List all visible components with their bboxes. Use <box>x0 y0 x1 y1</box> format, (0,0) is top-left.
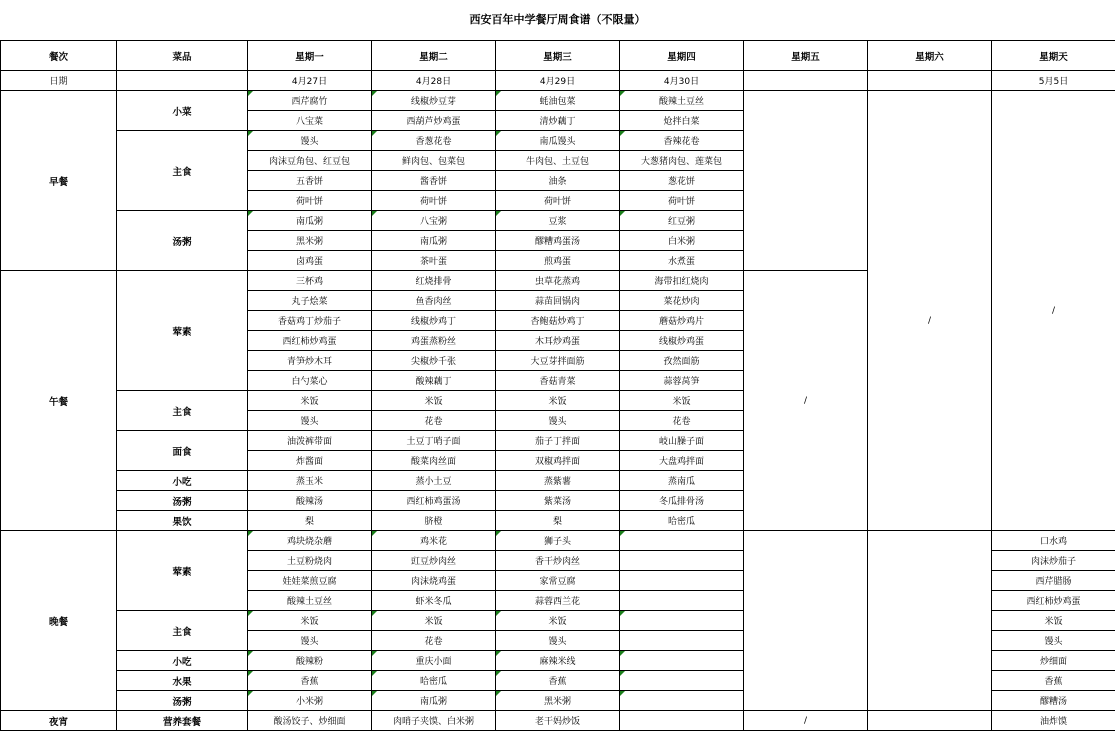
table-row <box>1 531 1115 551</box>
dish-cell: 梨 <box>496 511 620 531</box>
category-label: 荤素 <box>117 271 248 391</box>
dish-cell: 牛肉包、土豆包 <box>496 151 620 171</box>
dish-cell: 荷叶饼 <box>372 191 496 211</box>
night-dish: 肉哨子夹馍、白米粥 <box>372 711 496 731</box>
dish-cell: 虫草花蒸鸡 <box>496 271 620 291</box>
category-label: 小吃 <box>117 471 248 491</box>
dish-cell: 香辣花卷 <box>620 131 744 151</box>
dish-cell <box>620 611 744 631</box>
dish-cell: 南瓜粥 <box>372 691 496 711</box>
header-cell: 星期四 <box>620 41 744 71</box>
header-cell: 星期二 <box>372 41 496 71</box>
dish-cell: 木耳炒鸡蛋 <box>496 331 620 351</box>
category-label: 汤粥 <box>117 211 248 271</box>
dish-cell: 岐山臊子面 <box>620 431 744 451</box>
dish-cell <box>620 531 744 551</box>
date-cell <box>744 71 868 91</box>
category-label: 荤素 <box>117 531 248 611</box>
dish-cell: 丸子烩菜 <box>248 291 372 311</box>
dish-cell: 米饭 <box>496 391 620 411</box>
dish-cell: 酸辣土豆丝 <box>248 591 372 611</box>
dish-cell: 香干炒肉丝 <box>496 551 620 571</box>
dish-cell: 西红柿炒鸡蛋 <box>248 331 372 351</box>
dish-cell: 麻辣米线 <box>496 651 620 671</box>
sunday-dish: 油炸馍 <box>992 711 1115 731</box>
sunday-dish: 炒细面 <box>992 651 1115 671</box>
dish-cell: 米饭 <box>372 611 496 631</box>
dish-cell: 西芹腐竹 <box>248 91 372 111</box>
dish-cell: 香葱花卷 <box>372 131 496 151</box>
table-row <box>1 711 1115 731</box>
category-label: 小吃 <box>117 651 248 671</box>
dish-cell: 小米粥 <box>248 691 372 711</box>
dish-cell: 线椒炒鸡蛋 <box>620 331 744 351</box>
sunday-dish: 口水鸡 <box>992 531 1115 551</box>
dish-cell: 青笋炒木耳 <box>248 351 372 371</box>
dish-cell <box>620 671 744 691</box>
dish-cell: 八宝菜 <box>248 111 372 131</box>
header-cell: 星期六 <box>868 41 992 71</box>
empty-cell <box>117 71 248 91</box>
dish-cell: 蒜蓉莴笋 <box>620 371 744 391</box>
meal-label: 午餐 <box>1 271 117 531</box>
dish-cell: 馒头 <box>248 131 372 151</box>
dish-cell: 炝拌白菜 <box>620 111 744 131</box>
dish-cell: 蒜苗回锅肉 <box>496 291 620 311</box>
dish-cell: 冬瓜排骨汤 <box>620 491 744 511</box>
dish-cell: 煎鸡蛋 <box>496 251 620 271</box>
dish-cell: 家常豆腐 <box>496 571 620 591</box>
dish-cell: 酸辣粉 <box>248 651 372 671</box>
dish-cell: 红烧排骨 <box>372 271 496 291</box>
dish-cell: 杏鲍菇炒鸡丁 <box>496 311 620 331</box>
dish-cell: 线椒炒鸡丁 <box>372 311 496 331</box>
dish-cell: 酸辣土豆丝 <box>620 91 744 111</box>
dish-cell: 蚝油包菜 <box>496 91 620 111</box>
saturday-slash: / <box>868 91 992 531</box>
dish-cell: 油条 <box>496 171 620 191</box>
dish-cell: 卤鸡蛋 <box>248 251 372 271</box>
friday-slash: / <box>744 711 868 731</box>
dish-cell: 孜然面筋 <box>620 351 744 371</box>
dish-cell: 馒头 <box>496 631 620 651</box>
friday-empty <box>744 531 868 711</box>
dish-cell: 蘑菇炒鸡片 <box>620 311 744 331</box>
dish-cell: 线椒炒豆芽 <box>372 91 496 111</box>
category-label: 汤粥 <box>117 691 248 711</box>
dish-cell: 酸辣汤 <box>248 491 372 511</box>
dish-cell: 白米粥 <box>620 231 744 251</box>
dish-cell: 香菇鸡丁炒茄子 <box>248 311 372 331</box>
friday-empty <box>744 91 868 271</box>
dish-cell: 米饭 <box>496 611 620 631</box>
dish-cell: 鸡蛋蒸粉丝 <box>372 331 496 351</box>
sunday-dish: 醪糟汤 <box>992 691 1115 711</box>
menu-table <box>0 40 1115 731</box>
sunday-dish: 西芹腊肠 <box>992 571 1115 591</box>
dish-cell: 荷叶饼 <box>496 191 620 211</box>
date-cell <box>868 71 992 91</box>
dish-cell: 豇豆炒肉丝 <box>372 551 496 571</box>
category-label: 主食 <box>117 391 248 431</box>
dish-cell: 鲜肉包、包菜包 <box>372 151 496 171</box>
date-label: 日期 <box>1 71 117 91</box>
header-cell: 星期五 <box>744 41 868 71</box>
category-label: 果饮 <box>117 511 248 531</box>
saturday-empty <box>868 711 992 731</box>
dish-cell <box>620 571 744 591</box>
date-cell: 4月29日 <box>496 71 620 91</box>
dish-cell: 荷叶饼 <box>248 191 372 211</box>
dish-cell: 花卷 <box>372 631 496 651</box>
page-title: 西安百年中学餐厅周食谱（不限量） <box>469 13 646 26</box>
sunday-dish: 馒头 <box>992 631 1115 651</box>
dish-cell: 红豆粥 <box>620 211 744 231</box>
header-cell: 菜品 <box>117 41 248 71</box>
dish-cell: 香蕉 <box>248 671 372 691</box>
dish-cell: 油泼裤带面 <box>248 431 372 451</box>
dish-cell: 鱼香肉丝 <box>372 291 496 311</box>
saturday-empty <box>868 531 992 711</box>
dish-cell: 茶叶蛋 <box>372 251 496 271</box>
dish-cell: 酱香饼 <box>372 171 496 191</box>
dish-cell: 香蕉 <box>496 671 620 691</box>
dish-cell: 酸菜肉丝面 <box>372 451 496 471</box>
dish-cell: 酸辣藕丁 <box>372 371 496 391</box>
date-cell: 5月5日 <box>992 71 1115 91</box>
date-cell: 4月28日 <box>372 71 496 91</box>
table-row <box>1 91 1115 111</box>
category-label: 汤粥 <box>117 491 248 511</box>
dish-cell: 尖椒炒千张 <box>372 351 496 371</box>
dish-cell: 大葱猪肉包、莲菜包 <box>620 151 744 171</box>
dish-cell: 脐橙 <box>372 511 496 531</box>
dish-cell: 土豆粉烧肉 <box>248 551 372 571</box>
dish-cell: 菜花炒肉 <box>620 291 744 311</box>
dish-cell: 豆浆 <box>496 211 620 231</box>
dish-cell: 虾米冬瓜 <box>372 591 496 611</box>
dish-cell: 肉沫豆角包、红豆包 <box>248 151 372 171</box>
dish-cell: 水煮蛋 <box>620 251 744 271</box>
night-dish: 老干妈炒饭 <box>496 711 620 731</box>
dish-cell <box>620 591 744 611</box>
dish-cell <box>620 551 744 571</box>
friday-slash: / <box>744 271 868 531</box>
dish-cell: 蒸小土豆 <box>372 471 496 491</box>
dish-cell: 米饭 <box>372 391 496 411</box>
header-cell: 星期三 <box>496 41 620 71</box>
table-row <box>1 71 1115 91</box>
dish-cell: 娃娃菜煎豆腐 <box>248 571 372 591</box>
dish-cell: 大豆芽拌面筋 <box>496 351 620 371</box>
dish-cell: 馒头 <box>248 631 372 651</box>
dish-cell: 五香饼 <box>248 171 372 191</box>
meal-label: 晚餐 <box>1 531 117 711</box>
dish-cell: 炸酱面 <box>248 451 372 471</box>
dish-cell: 馒头 <box>496 411 620 431</box>
sunday-dish: 肉沫炒茄子 <box>992 551 1115 571</box>
night-dish: 酸汤饺子、炒细面 <box>248 711 372 731</box>
dish-cell: 蒜蓉西兰花 <box>496 591 620 611</box>
category-label: 水果 <box>117 671 248 691</box>
dish-cell: 白勺菜心 <box>248 371 372 391</box>
header-cell: 星期天 <box>992 41 1115 71</box>
dish-cell: 米饭 <box>620 391 744 411</box>
dish-cell: 米饭 <box>248 611 372 631</box>
dish-cell: 鸡米花 <box>372 531 496 551</box>
sunday-slash: / <box>992 91 1115 531</box>
dish-cell: 狮子头 <box>496 531 620 551</box>
dish-cell: 葱花饼 <box>620 171 744 191</box>
dish-cell: 南瓜粥 <box>372 231 496 251</box>
sunday-dish: 西红柿炒鸡蛋 <box>992 591 1115 611</box>
dish-cell <box>620 691 744 711</box>
night-dish <box>620 711 744 731</box>
sunday-dish: 米饭 <box>992 611 1115 631</box>
dish-cell: 香菇青菜 <box>496 371 620 391</box>
dish-cell: 哈密瓜 <box>372 671 496 691</box>
dish-cell: 花卷 <box>372 411 496 431</box>
category-label: 面食 <box>117 431 248 471</box>
dish-cell: 西红柿鸡蛋汤 <box>372 491 496 511</box>
category-label: 主食 <box>117 611 248 651</box>
dish-cell: 西葫芦炒鸡蛋 <box>372 111 496 131</box>
category-label: 小菜 <box>117 91 248 131</box>
header-cell: 星期一 <box>248 41 372 71</box>
dish-cell: 蒸玉米 <box>248 471 372 491</box>
dish-cell: 醪糟鸡蛋汤 <box>496 231 620 251</box>
dish-cell: 哈密瓜 <box>620 511 744 531</box>
dish-cell: 鸡块烧杂蘑 <box>248 531 372 551</box>
dish-cell: 黑米粥 <box>496 691 620 711</box>
dish-cell: 双椒鸡拌面 <box>496 451 620 471</box>
dish-cell: 荷叶饼 <box>620 191 744 211</box>
dish-cell: 肉沫烧鸡蛋 <box>372 571 496 591</box>
dish-cell: 清炒藕丁 <box>496 111 620 131</box>
dish-cell: 南瓜粥 <box>248 211 372 231</box>
dish-cell: 紫菜汤 <box>496 491 620 511</box>
dish-cell: 重庆小面 <box>372 651 496 671</box>
date-cell: 4月30日 <box>620 71 744 91</box>
dish-cell: 南瓜馒头 <box>496 131 620 151</box>
dish-cell: 米饭 <box>248 391 372 411</box>
dish-cell: 梨 <box>248 511 372 531</box>
meal-label: 早餐 <box>1 91 117 271</box>
dish-cell: 馒头 <box>248 411 372 431</box>
header-cell: 餐次 <box>1 41 117 71</box>
table-row <box>1 41 1115 71</box>
dish-cell: 黑米粥 <box>248 231 372 251</box>
dish-cell <box>620 651 744 671</box>
category-label: 主食 <box>117 131 248 211</box>
date-cell: 4月27日 <box>248 71 372 91</box>
dish-cell: 八宝粥 <box>372 211 496 231</box>
dish-cell: 三杯鸡 <box>248 271 372 291</box>
dish-cell: 茄子丁拌面 <box>496 431 620 451</box>
meal-label: 夜宵 <box>1 711 117 731</box>
sunday-dish: 香蕉 <box>992 671 1115 691</box>
dish-cell: 蒸南瓜 <box>620 471 744 491</box>
category-label: 营养套餐 <box>117 711 248 731</box>
dish-cell: 大盘鸡拌面 <box>620 451 744 471</box>
dish-cell: 海带扣红烧肉 <box>620 271 744 291</box>
dish-cell <box>620 631 744 651</box>
dish-cell: 土豆丁哨子面 <box>372 431 496 451</box>
dish-cell: 花卷 <box>620 411 744 431</box>
dish-cell: 蒸紫薯 <box>496 471 620 491</box>
